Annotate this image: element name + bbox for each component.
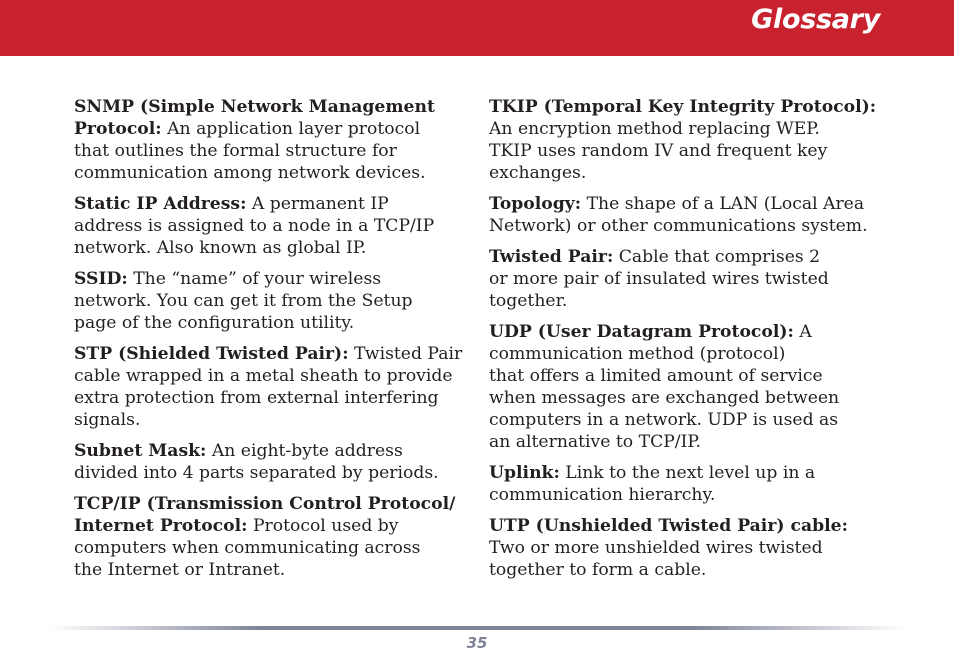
glossary-definition: A permanent IP address is assigned to a node in a TCP/IP network. Also known as global IP. bbox=[74, 194, 435, 258]
glossary-term: SSID: bbox=[74, 269, 128, 289]
glossary-definition: Protocol used by computers when communicating across the Internet or Intranet. bbox=[74, 516, 421, 580]
glossary-term: Twisted Pair: bbox=[489, 247, 614, 267]
glossary-definition: An application layer protocol that outlines the formal structure for communication among network devices. bbox=[74, 119, 426, 183]
page-number: 35 bbox=[466, 634, 488, 652]
glossary-entry bbox=[74, 343, 469, 431]
glossary-term: Subnet Mask: bbox=[74, 441, 207, 461]
glossary-definition: The “name” of your wireless network. You can get it from the Setup page of the configuration utility. bbox=[74, 269, 413, 333]
glossary-term: STP (Shielded Twisted Pair): bbox=[74, 344, 349, 364]
glossary-definition: A communication method (protocol) that offers a limited amount of service when messages are exchanged between computers in a network. UDP is used as an alternative to TCP/IP. bbox=[489, 322, 840, 452]
glossary-term: TCP/IP (Transmission Control Protocol/ Internet Protocol: bbox=[74, 494, 456, 536]
glossary-definition: Cable that comprises 2 or more pair of insulated wires twisted together. bbox=[489, 247, 829, 311]
glossary-term: UDP (User Datagram Protocol): bbox=[489, 322, 794, 342]
glossary-entry bbox=[74, 440, 469, 484]
glossary-entry bbox=[489, 321, 884, 453]
glossary-term: Static IP Address: bbox=[74, 194, 247, 214]
glossary-definition: An encryption method replacing WEP. TKIP uses random IV and frequent key exchanges. bbox=[489, 119, 828, 183]
glossary-term: Topology: bbox=[489, 194, 582, 214]
glossary-entry bbox=[489, 96, 884, 184]
glossary-term: UTP (Unshielded Twisted Pair) cable: bbox=[489, 516, 848, 536]
glossary-entry bbox=[489, 515, 884, 581]
glossary-definition: Two or more unshielded wires twisted together to form a cable. bbox=[489, 538, 823, 580]
glossary-entry bbox=[74, 193, 469, 259]
glossary-definition: Link to the next level up in a communication hierarchy. bbox=[489, 463, 816, 505]
glossary-term: Uplink: bbox=[489, 463, 560, 483]
glossary-entry bbox=[489, 193, 884, 237]
left-column bbox=[74, 96, 469, 590]
glossary-entry bbox=[489, 246, 884, 312]
glossary-definition: An eight-byte address divided into 4 parts separated by periods. bbox=[74, 441, 439, 483]
glossary-entry bbox=[74, 493, 469, 581]
right-column bbox=[489, 96, 884, 590]
glossary-term: TKIP (Temporal Key Integrity Protocol): bbox=[489, 97, 877, 117]
glossary-definition: The shape of a LAN (Local Area Network) or other communications system. bbox=[489, 194, 868, 236]
glossary-entry bbox=[74, 268, 469, 334]
footer-divider bbox=[50, 626, 904, 630]
glossary-definition: Twisted Pair cable wrapped in a metal sheath to provide extra protection from external interfering signals. bbox=[74, 344, 463, 430]
glossary-term: SNMP (Simple Network Management Protocol: bbox=[74, 97, 435, 139]
glossary-entry bbox=[74, 96, 469, 184]
glossary-entry bbox=[489, 462, 884, 506]
page-title: Glossary bbox=[751, 4, 880, 35]
